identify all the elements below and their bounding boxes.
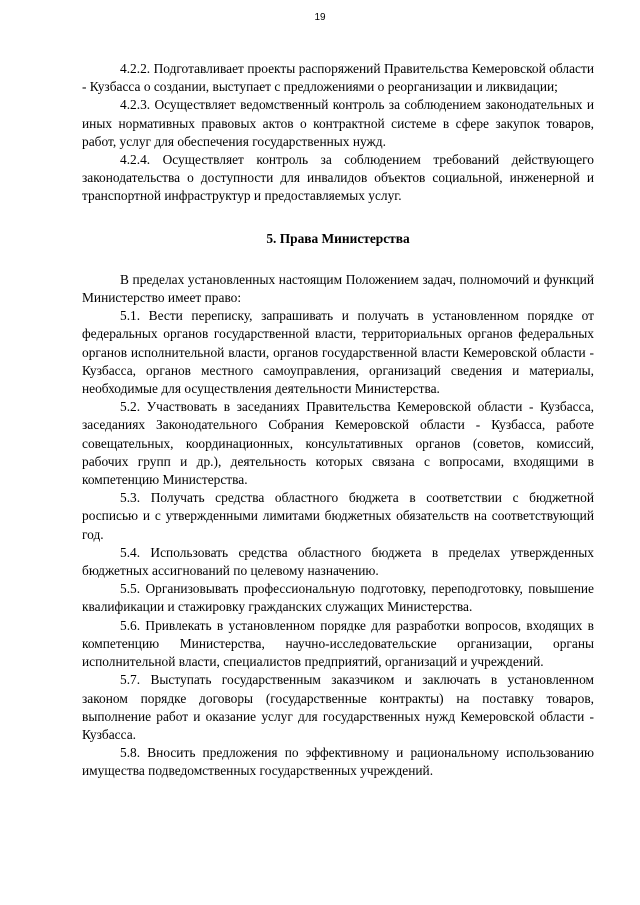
document-body — [82, 60, 594, 781]
paragraph-5-1: 5.1. Вести переписку, запрашивать и получать в установленном порядке от федеральных органов государственной власти, территориальных органов федеральных органов исполнительной власти, органов государственной власти Кемеровской области - Кузбасса, органов местного самоуправления, организаций сведения и материалы, необходимые для осуществления деятельности Министерства. — [82, 308, 594, 397]
paragraph-5-3: 5.3. Получать средства областного бюджета в соответствии с бюджетной росписью и с утвержденными лимитами бюджетных обязательств на соответствующий год. — [82, 490, 594, 542]
paragraph-5-6: 5.6. Привлекать в установленном порядке для разработки вопросов, входящих в компетенцию Министерства, научно-исследовательские организации, органы исполнительной власти, специалистов предприятий, организаций и учреждений. — [82, 617, 594, 670]
section-heading: 5. Права Министерства — [266, 230, 410, 246]
paragraph-4-2-2: 4.2.2. Подготавливает проекты распоряжений Правительства Кемеровской области - Кузбасса о создании, выступает с предложениями о реорганизации и ликвидации; — [82, 61, 594, 95]
paragraph-5-5: 5.5. Организовывать профессиональную подготовку, переподготовку, повышение квалификации и стажировку гражданских служащих Министерства. — [82, 581, 594, 615]
paragraph-5-7: 5.7. Выступать государственным заказчиком и заключать в установленном законом порядке договоры (государственные контракты) на поставку товаров, выполнение работ и оказание услуг для государственных нужд Кемеровской области - Кузбасса. — [82, 672, 594, 742]
paragraph-intro: В пределах установленных настоящим Положением задач, полномочий и функций Министерство имеет право: — [82, 271, 594, 306]
paragraph-5-2: 5.2. Участвовать в заседаниях Правительства Кемеровской области - Кузбасса, заседаниях Законодательного Собрания Кемеровской области - Кузбасса, работе совещательных, координационных, консультативных органов (советов, комиссий, рабочих групп и др.), деятельность которых связана с вопросами, входящими в компетенцию Министерства. — [82, 399, 594, 488]
paragraph-4-2-3: 4.2.3. Осуществляет ведомственный контроль за соблюдением законодательных и иных нормативных правовых актов о контрактной системе в сфере закупок товаров, работ, услуг для обеспечения государственных нужд. — [82, 97, 594, 149]
page-number: 19 — [314, 12, 326, 23]
paragraph-5-4: 5.4. Использовать средства областного бюджета в пределах утвержденных бюджетных ассигнований по целевому назначению. — [82, 544, 594, 579]
paragraph-4-2-4: 4.2.4. Осуществляет контроль за соблюдением требований действующего законодательства о доступности для инвалидов объектов социальной, инженерной и транспортной инфраструктур и предоставляемых услуг. — [82, 152, 594, 204]
paragraph-5-8: 5.8. Вносить предложения по эффективному и рациональному использованию имущества подведомственных государственных учреждений. — [82, 745, 594, 779]
